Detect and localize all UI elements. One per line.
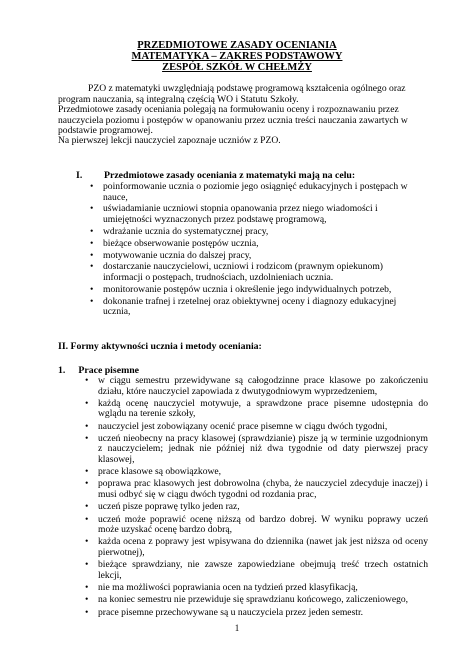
list-item: • dokonanie trafnej i rzetelnej oraz obiektywnej oceny i diagnozy edukacyjnej ucznia,	[90, 295, 397, 318]
page-number: 1	[234, 623, 240, 633]
section-1-number: I.	[76, 170, 83, 181]
list-item: • nie ma możliwości poprawiania ocen na tydzień przed klasyfikacją,	[85, 581, 358, 593]
section-2-heading: II. Formy aktywności ucznia i metody oceniania:	[58, 341, 262, 352]
bullet-icon: •	[90, 261, 94, 273]
section-1-list	[90, 181, 425, 319]
bullet-icon: •	[85, 375, 89, 386]
section-1-title: Przedmiotowe zasady oceniania z matematyki mają na celu:	[104, 170, 356, 181]
title-line-3: ZESPÓŁ SZKÓŁ W CHEŁMŻY	[162, 62, 312, 73]
list-item: • dostarczanie nauczycielowi, uczniowi i rodzicom (prawnym opiekunom) informacji o postępach, trudnościach, uzdolnieniach ucznia.	[90, 261, 383, 283]
intro-paragraph-2: Przedmiotowe zasady oceniania polegają na formułowaniu oceny i rozpoznawaniu przez nauczyciela poziomu i postępów w opanowaniu przez ucznia treści nauczania zawartych w podstawie programowej.	[58, 104, 408, 136]
intro-paragraph-3: Na pierwszej lekcji nauczyciel zapoznaje uczniów z PZO.	[58, 135, 281, 146]
list-item: • nauczyciel jest zobowiązany ocenić prace pisemne w ciągu dwóch tygodni,	[85, 420, 388, 432]
bullet-icon: •	[85, 501, 89, 513]
list-item: • uczeń może poprawić ocenę niższą od bardzo dobrej. W wyniku poprawy uczeń może uzyskać ocenę bardzo dobrą,	[85, 513, 428, 536]
bullet-icon: •	[90, 283, 94, 295]
bullet-icon: •	[90, 295, 94, 307]
bullet-icon: •	[90, 237, 94, 249]
list-item: • poprawa prac klasowych jest dobrowolna (chyba, że nauczyciel zdecyduje inaczej) i musi odbyć się w ciągu dwóch tygodni od rozdania prac,	[85, 478, 428, 500]
list-item: • bieżące obserwowanie postępów ucznia,	[90, 237, 259, 249]
list-item: • monitorowanie postępów ucznia i określenie jego indywidualnych potrzeb,	[90, 283, 392, 295]
bullet-icon: •	[90, 203, 94, 215]
subsection-1-number: 1.	[58, 365, 66, 376]
list-item: • każda ocena z poprawy jest wpisywana do dziennika (nawet jak jest niższa od oceny pierwotnej),	[85, 536, 428, 558]
bullet-icon: •	[85, 594, 89, 606]
subsection-1-list	[85, 375, 428, 620]
list-item: • prace pisemne przechowywane są u nauczyciela przez jeden semestr.	[85, 606, 364, 618]
list-item: • motywowanie ucznia do dalszej pracy,	[90, 249, 252, 261]
subsection-1-title: Prace pisemne	[78, 365, 140, 376]
list-item: • uczeń nieobecny na pracy klasowej (sprawdzianie) pisze ją w terminie uzgodnionym z nauczycielem; jednak nie później niż dwa tygodnie od daty pierwszej pracy klasowej,	[85, 432, 428, 465]
title-line-1: PRZEDMIOTOWE ZASADY OCENIANIA	[137, 40, 337, 51]
title-line-2: MATEMATYKA – ZAKRES PODSTAWOWY	[131, 51, 343, 62]
list-item: • wdrażanie ucznia do systematycznej pracy,	[90, 225, 269, 237]
list-item: • każdą ocenę nauczyciel motywuje, a sprawdzone prace pisemne udostępnia do wglądu na terenie szkoły,	[85, 397, 428, 420]
list-item: • bieżące sprawdziany, nie zawsze zapowiedziane obejmują treść trzech ostatnich lekcji,	[85, 559, 428, 581]
bullet-icon: •	[90, 181, 94, 192]
list-item: • w ciągu semestru przewidywane są całogodzinne prace klasowe po zakończeniu działu, które nauczyciel zapowiada z dwutygodniowym wyprzedzeniem,	[85, 375, 428, 397]
bullet-icon: •	[85, 559, 89, 571]
bullet-icon: •	[85, 466, 89, 478]
list-item: • uświadamianie uczniowi stopnia opanowania przez niego wiadomości i umiejętności wyznaczonych przez podstawę programową,	[90, 203, 378, 225]
list-item: • poinformowanie ucznia o poziomie jego osiągnięć edukacyjnych i postępach w nauce,	[90, 181, 408, 203]
bullet-icon: •	[85, 606, 89, 618]
bullet-icon: •	[85, 478, 89, 490]
bullet-icon: •	[85, 420, 89, 432]
list-item: • na koniec semestru nie przewiduje się sprawdzianu końcowego, zaliczeniowego,	[85, 594, 409, 606]
bullet-icon: •	[85, 432, 89, 444]
bullet-icon: •	[90, 225, 94, 237]
bullet-icon: •	[85, 513, 89, 525]
intro-paragraph-1: PZO z matematyki uwzględniają podstawę programową kształcenia ogólnego oraz program nauczania, są integralną częścią WO i Statutu Szkoły.	[58, 83, 406, 105]
bullet-icon: •	[85, 581, 89, 593]
bullet-icon: •	[85, 397, 89, 409]
list-item: • prace klasowe są obowiązkowe,	[85, 466, 222, 478]
list-item: • uczeń pisze poprawę tylko jeden raz,	[85, 501, 240, 513]
bullet-icon: •	[90, 249, 94, 261]
bullet-icon: •	[85, 536, 89, 548]
